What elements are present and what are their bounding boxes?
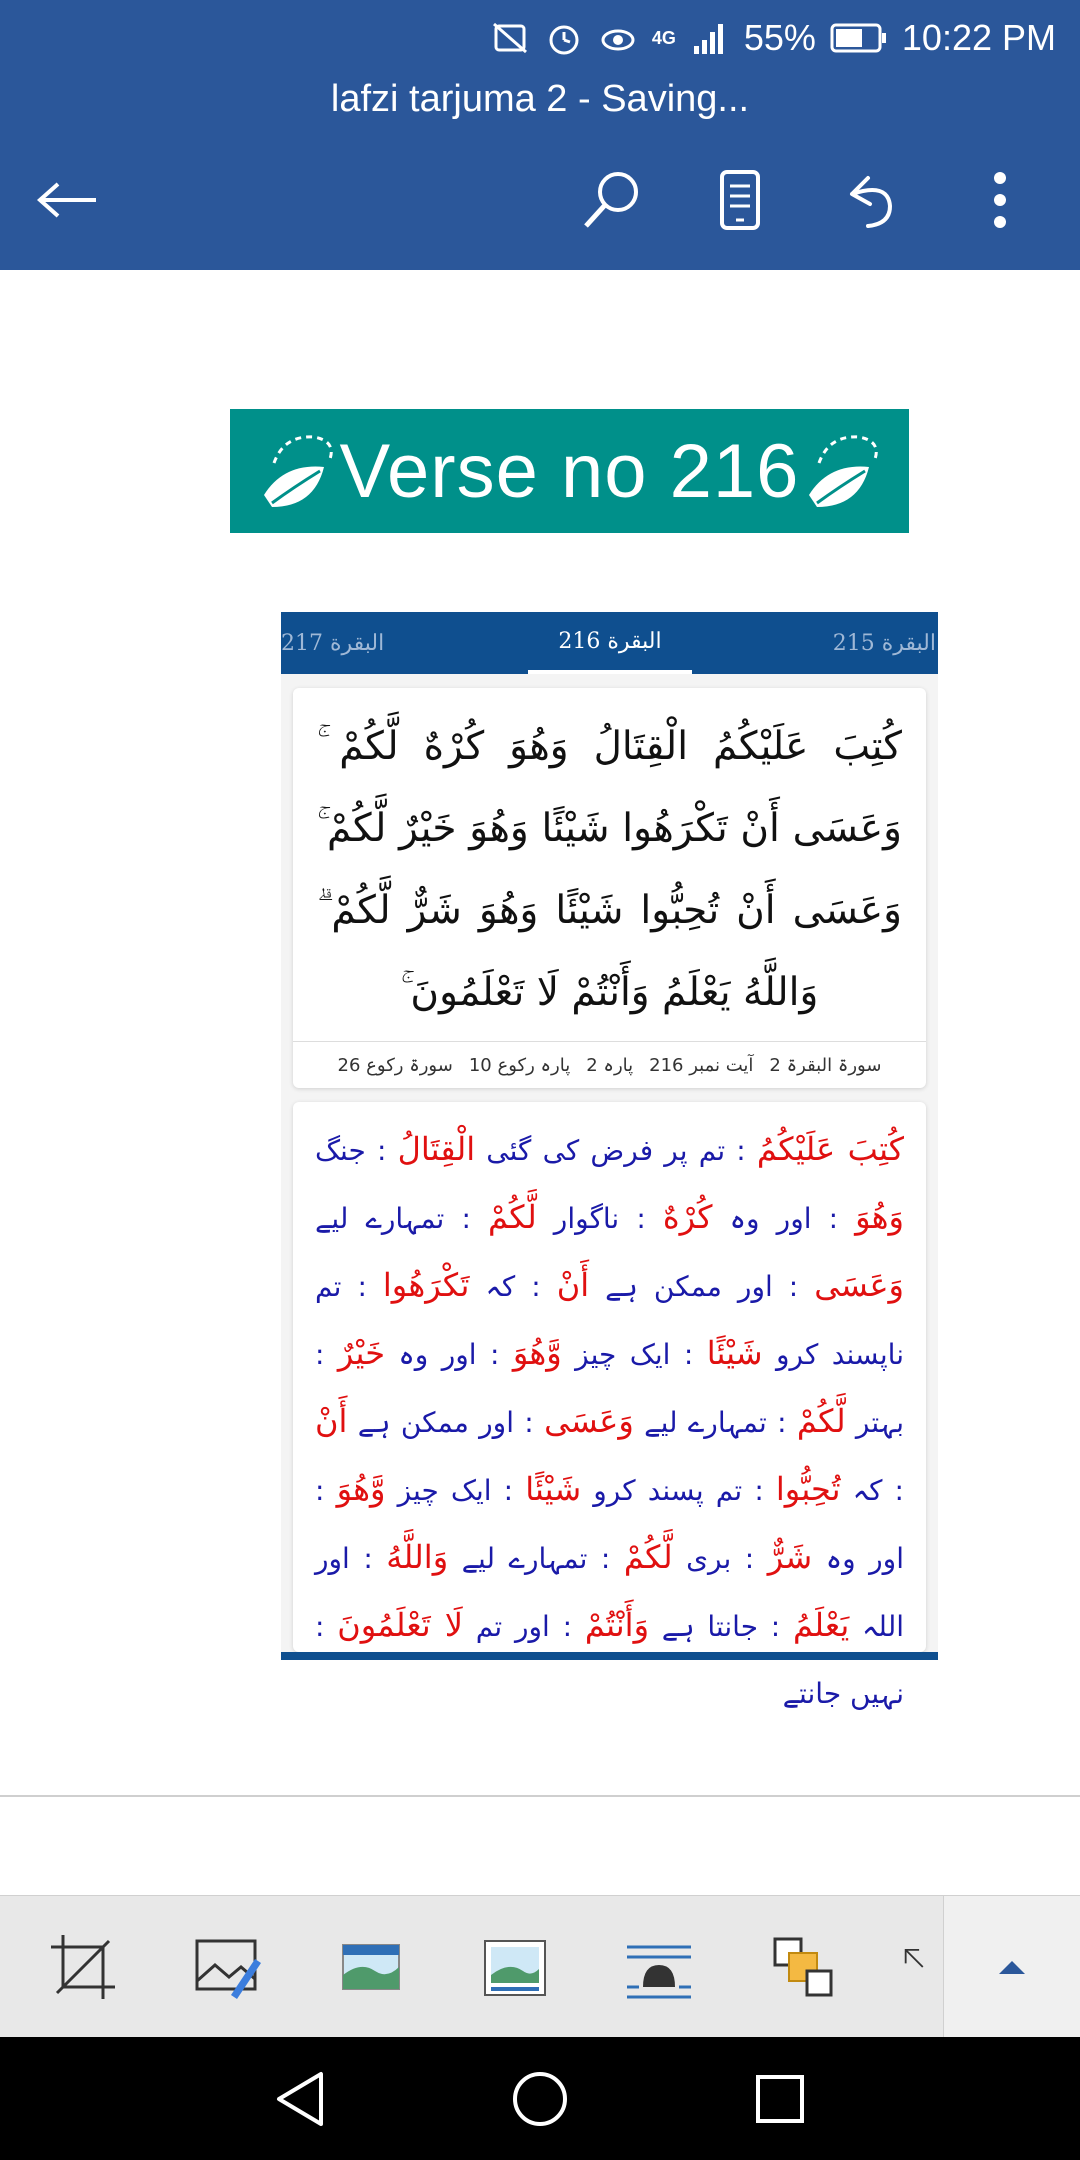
- ref-para-ruku: پارہ رکوع 10: [468, 1054, 571, 1076]
- wrap-text-icon: [623, 1931, 695, 2003]
- urdu-meaning: : ایک چیز: [385, 1474, 526, 1507]
- ref-para: پارہ 2: [586, 1054, 634, 1076]
- arabic-word: لَّكُمْ: [487, 1198, 537, 1236]
- arabic-word: شَيْئًا: [706, 1334, 763, 1372]
- arabic-word: لَّكُمْ: [623, 1538, 673, 1576]
- arrange-icon: [767, 1931, 839, 2003]
- verse-reference: [293, 1041, 926, 1088]
- urdu-meaning: : کہ: [840, 1474, 904, 1507]
- arabic-word: أَنْ: [315, 1402, 348, 1440]
- arabic-word: وَهُوَ: [855, 1198, 904, 1236]
- word-translation-text: [293, 1102, 926, 1727]
- urdu-meaning: : تم پسند کرو: [581, 1474, 776, 1507]
- tab-verse-215: البقرة 215: [832, 630, 936, 656]
- no-sim-icon: [490, 18, 530, 58]
- urdu-meaning: : ایک چیز: [561, 1338, 707, 1371]
- urdu-meaning: : تمہارے لیے: [448, 1542, 624, 1575]
- resize-button[interactable]: [902, 1922, 946, 2012]
- alarm-icon: [544, 18, 584, 58]
- urdu-meaning: : اور وہ: [384, 1338, 513, 1371]
- wrap-text-button[interactable]: [614, 1922, 704, 2012]
- ref-ayat: آیت نمبر 216: [649, 1054, 754, 1076]
- arabic-word: تُحِبُّوا: [775, 1470, 841, 1508]
- nav-home-icon: [510, 2069, 570, 2129]
- battery-icon: [830, 22, 888, 54]
- arabic-word: وَعَسَى: [544, 1402, 634, 1440]
- back-arrow-icon: [36, 180, 100, 220]
- more-options-icon: [990, 168, 1010, 232]
- urdu-meaning: : تمہارے لیے: [315, 1202, 488, 1235]
- arrange-button[interactable]: [758, 1922, 848, 2012]
- arabic-word: يَعْلَمُ: [793, 1606, 850, 1644]
- urdu-meaning: : تمہارے لیے: [633, 1406, 797, 1439]
- nav-back-icon: [273, 2070, 327, 2128]
- urdu-meaning: : کہ: [469, 1270, 557, 1303]
- arabic-word: وَأَنْتُمْ: [584, 1606, 650, 1644]
- arabic-word: شَرٌّ: [767, 1538, 813, 1576]
- undo-button[interactable]: [830, 160, 910, 240]
- app-bar: [0, 0, 1080, 270]
- edit-picture-button[interactable]: [182, 1922, 272, 2012]
- leaf-icon: [254, 423, 340, 519]
- arabic-word: لَا تَعْلَمُونَ: [337, 1606, 463, 1644]
- urdu-meaning: : اور ممکن ہے: [347, 1406, 545, 1439]
- document-bottom-edge: [0, 1795, 1080, 1797]
- arabic-word: خَيْرٌ: [337, 1334, 385, 1372]
- document-canvas[interactable]: [0, 270, 1080, 1795]
- reading-mode-icon: [718, 168, 762, 232]
- collapse-up-icon: [997, 1958, 1027, 1976]
- arabic-word: الْقِتَالُ: [397, 1130, 476, 1168]
- urdu-meaning: : اور اللہ: [315, 1542, 905, 1643]
- back-button[interactable]: [28, 160, 108, 240]
- verse-banner-title: Verse no 216: [339, 428, 800, 514]
- quran-screenshot-image[interactable]: [281, 612, 938, 1710]
- search-button[interactable]: [572, 160, 652, 240]
- verse-banner[interactable]: [230, 409, 909, 533]
- urdu-meaning: : تم پر فرض کی گئی: [475, 1134, 757, 1167]
- image-bottom-rule: [281, 1652, 938, 1660]
- urdu-meaning: : اور وہ: [315, 1474, 904, 1575]
- tab-verse-216: البقرة 216: [528, 612, 692, 674]
- ref-surah-ruku: سورۃ رکوع 26: [337, 1054, 453, 1076]
- nav-back-button[interactable]: [260, 2059, 340, 2139]
- urdu-meaning: : ناگوار: [536, 1202, 663, 1235]
- expand-ribbon-button[interactable]: [943, 1896, 1080, 2038]
- picture-border-icon: [479, 1931, 551, 2003]
- document-title: lafzi tarjuma 2 - Saving...: [330, 78, 750, 120]
- reading-mode-button[interactable]: [700, 160, 780, 240]
- system-nav-bar: [0, 2037, 1080, 2160]
- picture-style-icon: [335, 1931, 407, 2003]
- search-icon: [580, 168, 644, 232]
- urdu-meaning: : اور تم: [463, 1610, 585, 1643]
- edit-picture-icon: [191, 1931, 263, 2003]
- clock: 10:22 PM: [901, 17, 1056, 58]
- arabic-word: كُرْهٌ: [662, 1198, 713, 1236]
- urdu-meaning: : اور وہ: [712, 1202, 856, 1235]
- arabic-word: وَاللَّهُ: [386, 1538, 449, 1576]
- leaf-icon: [799, 423, 885, 519]
- network-type: 4G: [651, 27, 676, 48]
- picture-tools-ribbon: [0, 1895, 1080, 2038]
- arabic-verse-text: كُتِبَ عَلَيْكُمُ الْقِتَالُ وَهُوَ كُرْهٌ لَّكُمْ ۚ وَعَسَى أَنْ تَكْرَهُوا شَيْئًا وَهُوَ خَيْرٌ لَّكُمْ ۚ وَعَسَى أَنْ تُحِبُّوا شَيْئًا وَهُوَ شَرٌّ لَّكُمْ ۗ وَاللَّهُ يَعْلَمُ وَأَنْتُمْ لَا تَعْلَمُونَ ۚ: [317, 724, 902, 1015]
- eye-comfort-icon: [598, 18, 638, 58]
- tab-verse-217: البقرة 217: [281, 630, 385, 656]
- urdu-meaning: : اور ممکن ہے: [589, 1270, 815, 1303]
- battery-percent: 55%: [743, 17, 816, 58]
- word-translation-card: [293, 1102, 926, 1710]
- arabic-word: لَّكُمْ: [796, 1402, 846, 1440]
- urdu-meaning: : بہتر: [315, 1338, 904, 1439]
- arabic-word: أَنْ: [556, 1266, 590, 1304]
- arabic-word: وَعَسَى: [814, 1266, 904, 1304]
- nav-recents-icon: [753, 2072, 807, 2126]
- arabic-word: تَكْرَهُوا: [382, 1266, 470, 1304]
- crop-button[interactable]: [38, 1922, 128, 2012]
- nav-recents-button[interactable]: [740, 2059, 820, 2139]
- arabic-word: وَّهُوَ: [336, 1470, 386, 1508]
- surah-tabs: [281, 612, 938, 674]
- picture-style-button[interactable]: [326, 1922, 416, 2012]
- urdu-meaning: : جنگ: [315, 1134, 398, 1167]
- picture-border-button[interactable]: [470, 1922, 560, 2012]
- nav-home-button[interactable]: [500, 2059, 580, 2139]
- ref-surah: سورۃ البقرۃ 2: [769, 1054, 882, 1076]
- more-options-button[interactable]: [960, 160, 1040, 240]
- crop-icon: [47, 1931, 119, 2003]
- urdu-meaning: : تم ناپسند کرو: [315, 1270, 905, 1371]
- urdu-meaning: : نہیں جانتے: [315, 1610, 904, 1710]
- resize-icon: [902, 1931, 946, 2003]
- arabic-word: كُتِبَ عَلَيْكُمُ: [756, 1130, 904, 1168]
- urdu-meaning: : جانتا ہے: [649, 1610, 793, 1643]
- undo-icon: [838, 168, 902, 232]
- arabic-word: شَيْئًا: [525, 1470, 582, 1508]
- status-bar: [490, 14, 1056, 62]
- arabic-word: وَّهُوَ: [512, 1334, 562, 1372]
- arabic-verse-card: [293, 688, 926, 1088]
- urdu-meaning: : بری: [672, 1542, 768, 1575]
- signal-icon: [690, 18, 730, 58]
